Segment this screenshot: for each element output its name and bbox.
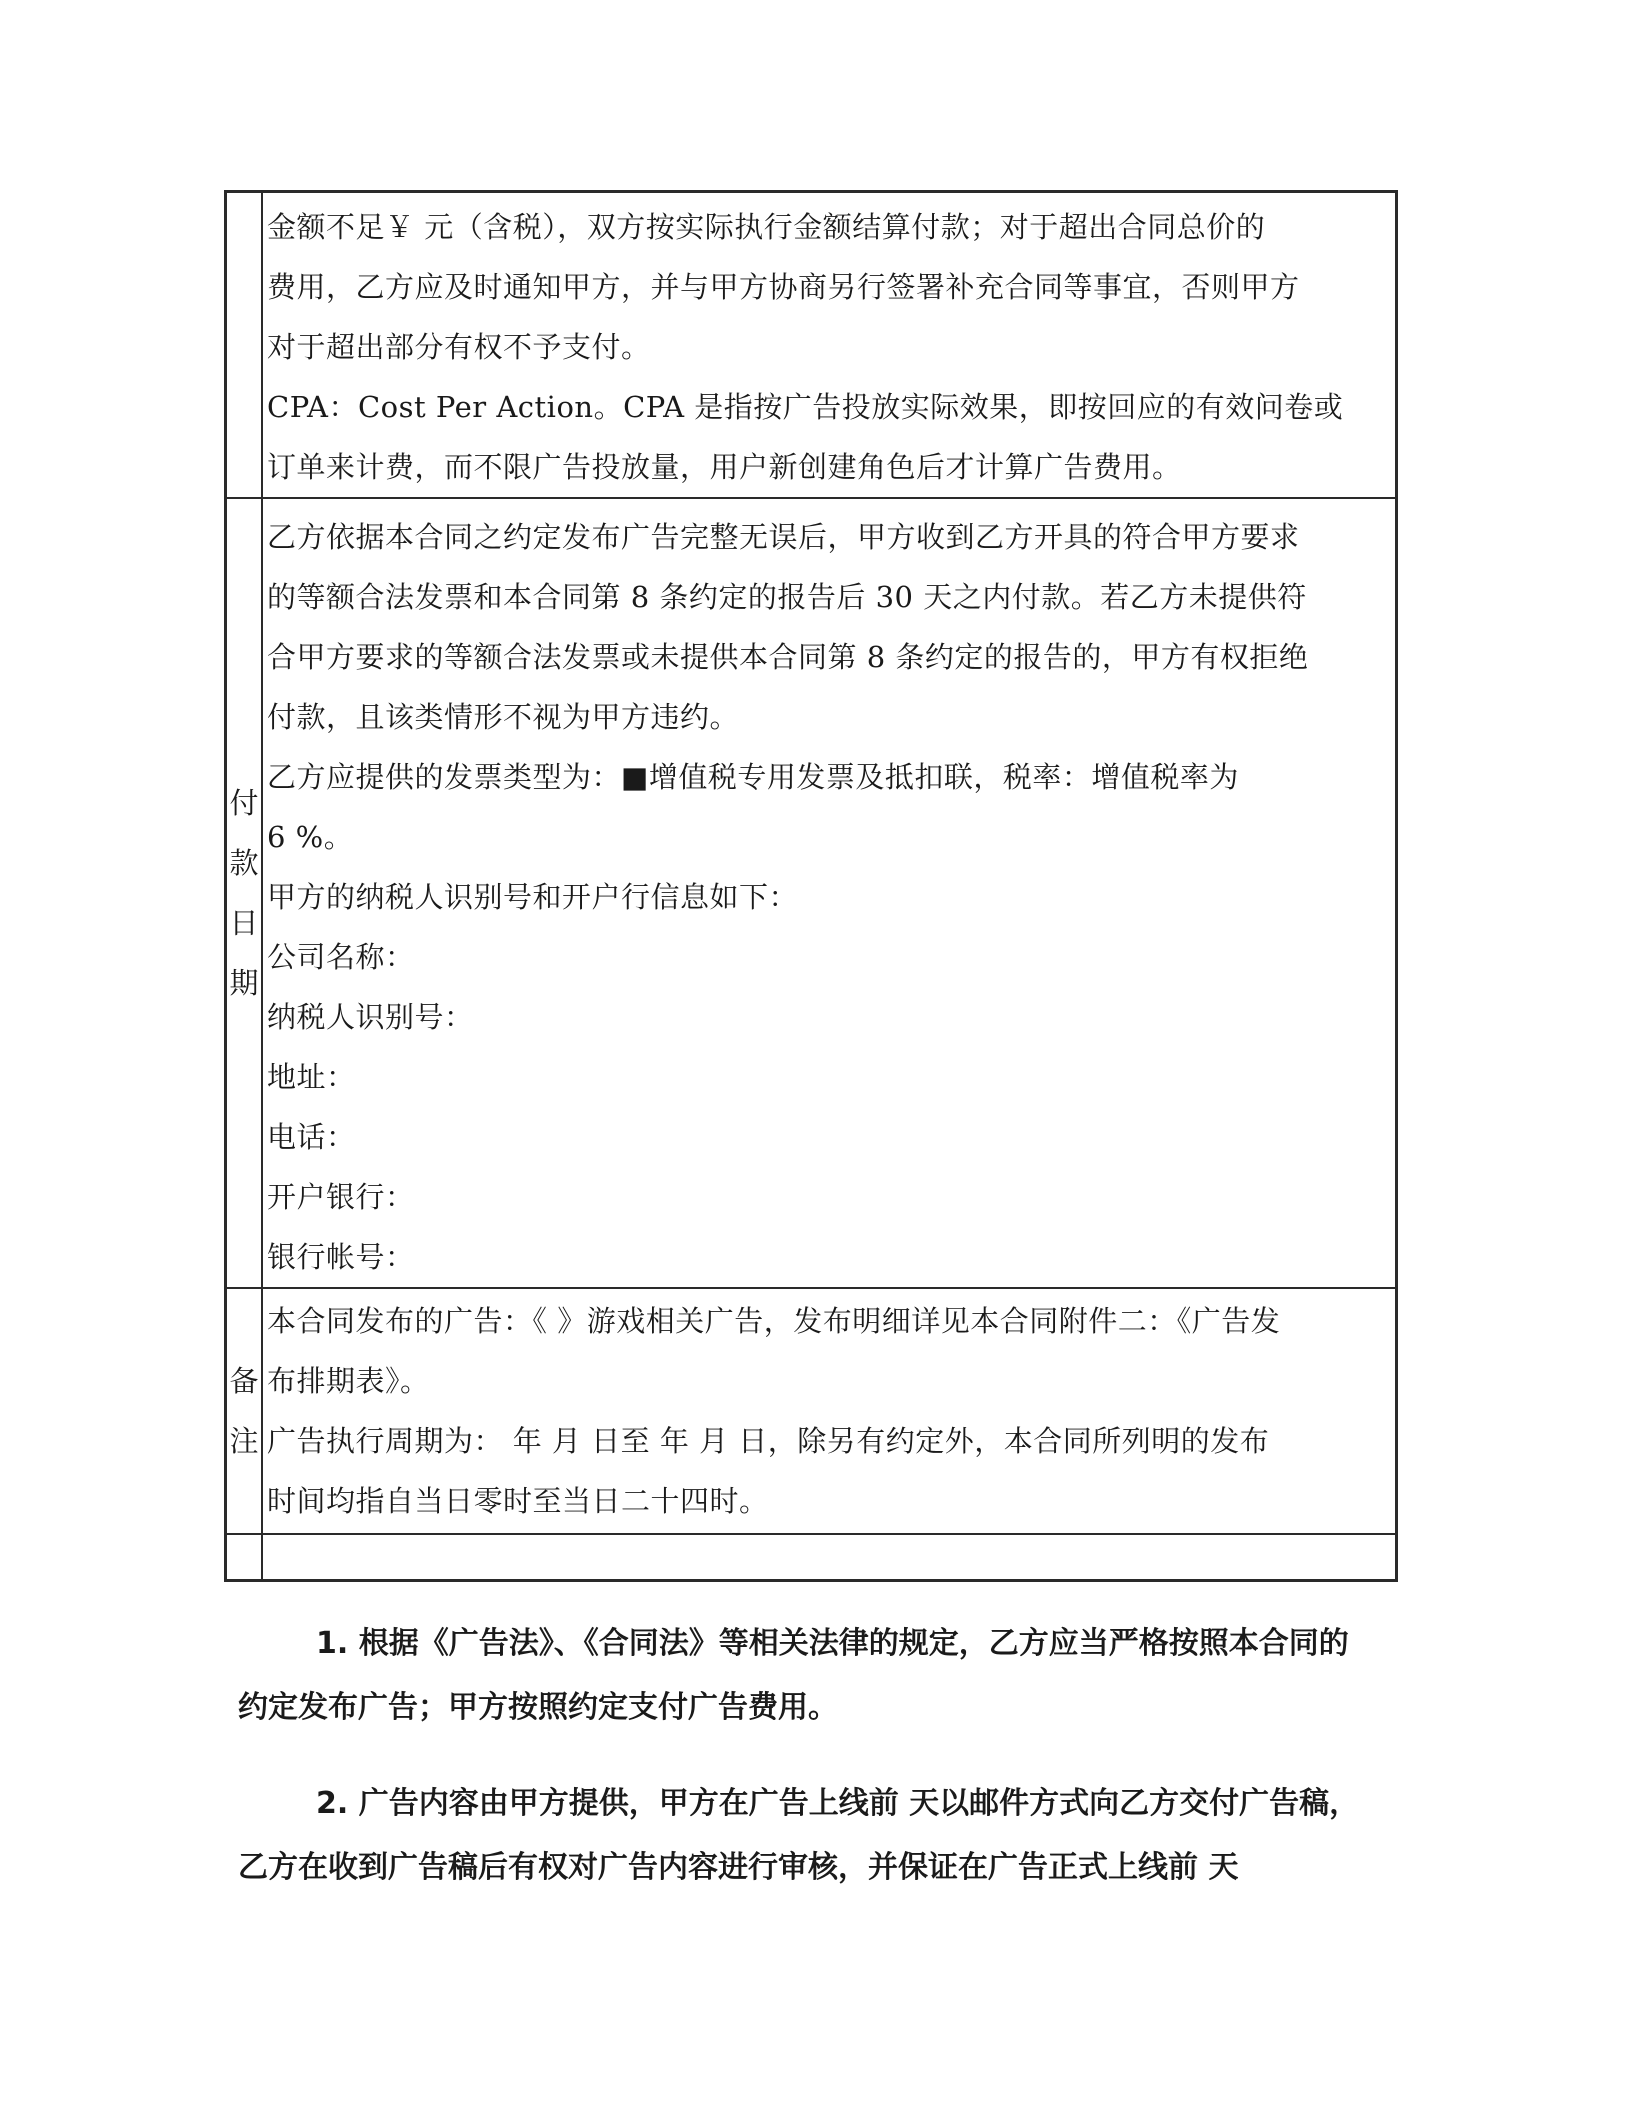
phone-field: 电话： — [267, 1120, 356, 1154]
taxpayer-info-heading: 甲方的纳税人识别号和开户行信息如下： — [267, 880, 799, 914]
label-char: 备 — [229, 1364, 259, 1398]
label-char: 注 — [229, 1424, 259, 1458]
text-line: 费用，乙方应及时通知甲方，并与甲方协商另行签署补充合同等事宜，否则甲方 — [267, 270, 1300, 304]
table-row-empty — [226, 1534, 1397, 1580]
text-line: 对于超出部分有权不予支付。 — [267, 330, 651, 364]
clause-2: 2. 广告内容由甲方提供，甲方在广告上线前 天以邮件方式向乙方交付广告稿，乙方在收到广告稿后有权对广告内容进行审核，并保证在广告正式上线前 天 — [238, 1786, 1360, 1885]
payment-date-content — [262, 498, 1397, 1288]
bank-field: 开户银行： — [267, 1180, 415, 1214]
table-row-cost-terms — [226, 192, 1397, 499]
table-row-payment-date — [226, 498, 1397, 1288]
empty-content-cell — [262, 1534, 1397, 1580]
text-line: 的等额合法发票和本合同第 8 条约定的报告后 30 天之内付款。若乙方未提供符 — [267, 580, 1307, 614]
label-char: 款 — [229, 846, 259, 880]
text-line: 布排期表》。 — [267, 1364, 430, 1398]
empty-label-cell — [226, 1534, 263, 1580]
remarks-content — [262, 1288, 1397, 1534]
text-line: 合甲方要求的等额合法发票或未提供本合同第 8 条约定的报告的，甲方有权拒绝 — [267, 640, 1309, 674]
payment-date-label — [227, 773, 261, 1013]
clause-1: 1. 根据《广告法》、《合同法》等相关法律的规定，乙方应当严格按照本合同的约定发布广告；甲方按照约定支付广告费用。 — [238, 1626, 1349, 1725]
row-label-cell — [226, 192, 263, 499]
text-line: 乙方依据本合同之约定发布广告完整无误后，甲方收到乙方开具的符合甲方要求 — [267, 520, 1300, 554]
text-line: 本合同发布的广告：《 》游戏相关广告，发布明细详见本合同附件二：《广告发 — [267, 1304, 1281, 1338]
company-name-field: 公司名称： — [267, 940, 415, 974]
cost-terms-content — [262, 192, 1397, 499]
text-line: 付款，且该类情形不视为甲方违约。 — [267, 700, 740, 734]
text-line: 广告执行周期为： 年 月 日至 年 月 日，除另有约定外，本合同所列明的发布 — [267, 1424, 1270, 1458]
address-field: 地址： — [267, 1060, 356, 1094]
label-char: 期 — [229, 966, 259, 1000]
label-char: 日 — [229, 906, 259, 940]
text-line: 金额不足￥ 元（含税），双方按实际执行金额结算付款；对于超出合同总价的 — [267, 210, 1266, 244]
remarks-label — [227, 1351, 261, 1471]
text-line: 时间均指自当日零时至当日二十四时。 — [267, 1484, 769, 1518]
invoice-type-line: 乙方应提供的发票类型为：■增值税专用发票及抵扣联，税率：增值税率为 — [267, 760, 1239, 794]
remarks-label-cell — [226, 1288, 263, 1534]
payment-date-label-cell — [226, 498, 263, 1288]
table-row-remarks — [226, 1288, 1397, 1534]
text-line: 订单来计费，而不限广告投放量，用户新创建角色后才计算广告费用。 — [267, 450, 1182, 484]
contract-table — [224, 190, 1398, 1582]
bank-account-field: 银行帐号： — [267, 1240, 415, 1274]
tax-rate-line: 6 %。 — [267, 820, 354, 854]
text-line: CPA：Cost Per Action。CPA 是指按广告投放实际效果，即按回应的有效问卷或 — [267, 390, 1344, 424]
taxpayer-id-field: 纳税人识别号： — [267, 1000, 474, 1034]
label-char: 付 — [229, 786, 259, 820]
